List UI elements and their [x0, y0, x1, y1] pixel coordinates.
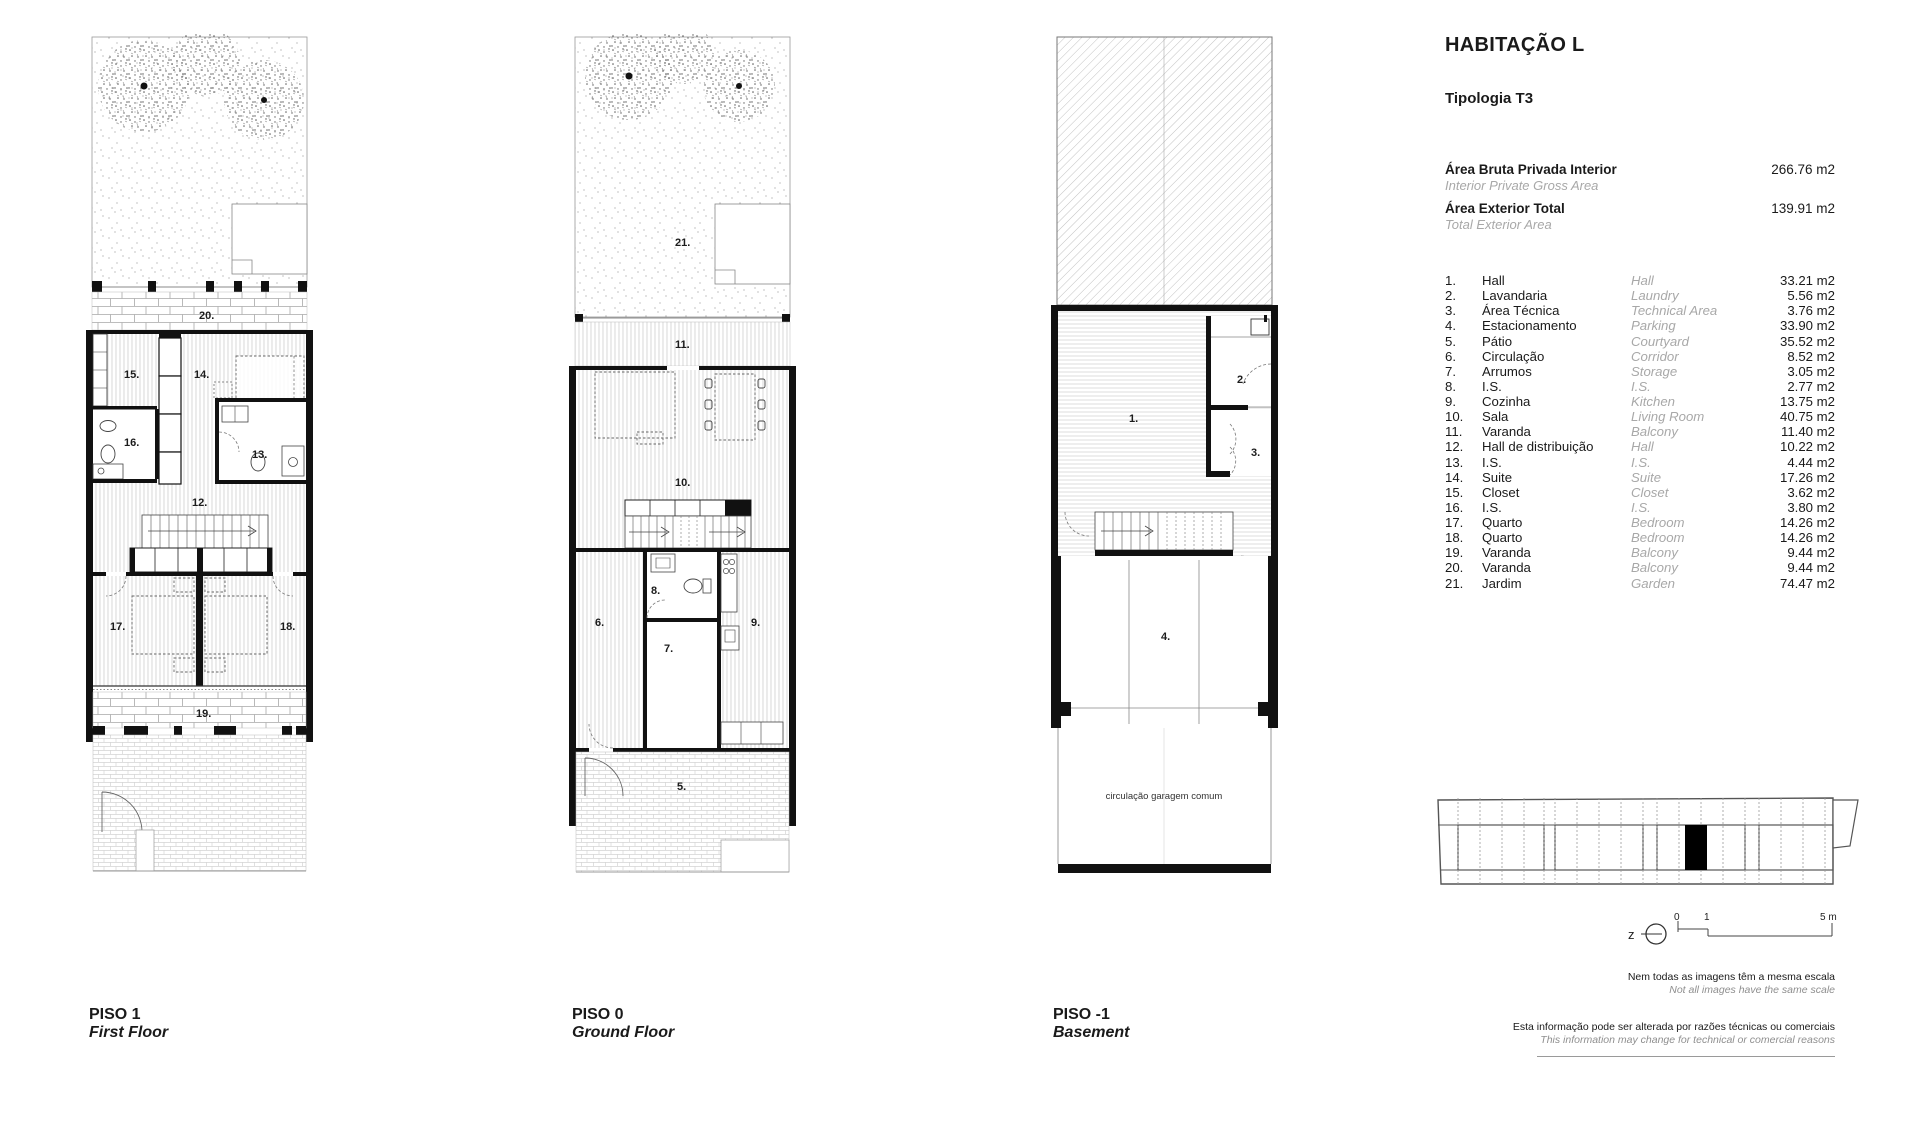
- caption-first-floor: [89, 1006, 168, 1042]
- courtyard-5: [576, 752, 789, 872]
- room-list-row: [1445, 560, 1835, 575]
- room-list-row: [1445, 273, 1835, 288]
- room-number: 17.: [1445, 515, 1464, 530]
- room-label-18: 18.: [280, 621, 296, 633]
- room-area: 3.05 m2: [1787, 363, 1835, 379]
- room-number: 18.: [1445, 530, 1464, 546]
- floor-label-pt: PISO 0: [572, 1006, 624, 1023]
- room-number: 6.: [1445, 348, 1456, 364]
- footer-rule: [1537, 1056, 1835, 1057]
- room-list-row: [1445, 500, 1835, 515]
- room-name-en: Balcony: [1631, 560, 1678, 576]
- room-name-pt: I.S.: [1482, 499, 1502, 515]
- room-area: 3.80 m2: [1787, 499, 1835, 515]
- basement-plan: [1051, 34, 1278, 876]
- room-area: 3.76 m2: [1787, 303, 1835, 319]
- room-name-en: Laundry: [1631, 288, 1679, 304]
- room-list-row: [1445, 303, 1835, 318]
- room-name-en: Storage: [1631, 363, 1678, 379]
- room-number: 4.: [1445, 318, 1456, 334]
- room-label-1: 1.: [1129, 413, 1139, 425]
- terrace: [93, 735, 306, 871]
- room-number: 20.: [1445, 560, 1464, 576]
- tree-icon: [261, 97, 267, 103]
- room-list-row: [1445, 409, 1835, 424]
- room-number: 9.: [1445, 394, 1456, 409]
- storage-7: [643, 622, 721, 748]
- room-number: 2.: [1445, 288, 1456, 304]
- room-name-en: Living Room: [1631, 409, 1705, 425]
- tree-icon: [736, 83, 742, 89]
- room-name-en: Bedroom: [1631, 530, 1685, 546]
- highlighted-unit: [1685, 825, 1707, 870]
- scale-bar: [1672, 908, 1847, 943]
- room-name-en: I.S.: [1631, 378, 1651, 394]
- first-floor-plan: [86, 34, 313, 876]
- room-name-en: Kitchen: [1631, 394, 1675, 409]
- tree-icon: [141, 83, 148, 90]
- room-list-row: [1445, 545, 1835, 560]
- room-area: 35.52 m2: [1780, 333, 1835, 349]
- room-number: 8.: [1445, 378, 1456, 394]
- room-name-pt: Pátio: [1482, 333, 1513, 349]
- room-area: 5.56 m2: [1787, 288, 1835, 304]
- exterior-area-label-pt: Área Exterior Total: [1445, 201, 1565, 216]
- caption-basement: [1053, 1006, 1129, 1042]
- room-label-19: 19.: [196, 708, 212, 720]
- garage-note: circulação garagem comum: [1105, 791, 1223, 802]
- room-number: 10.: [1445, 409, 1464, 425]
- stairs: [142, 515, 268, 548]
- room-list-row: [1445, 318, 1835, 333]
- room-name-en: Courtyard: [1631, 333, 1689, 349]
- room-area: 74.47 m2: [1780, 575, 1835, 591]
- garden-area: [92, 34, 307, 287]
- room-label-3: 3.: [1251, 447, 1261, 459]
- room-list-row: [1445, 455, 1835, 470]
- room-list-row: [1445, 485, 1835, 500]
- room-label-10: 10.: [675, 477, 691, 489]
- room-name-en: Parking: [1631, 318, 1676, 334]
- scale-note-en: Not all images have the same scale: [1669, 984, 1835, 996]
- room-area: 8.52 m2: [1787, 348, 1835, 364]
- site-plan-strip: [1433, 788, 1861, 888]
- room-list-row: [1445, 530, 1835, 545]
- room-name-pt: Hall: [1482, 273, 1505, 288]
- room-name-en: Hall: [1631, 439, 1654, 455]
- tree-icon: [626, 73, 633, 80]
- room-area: 17.26 m2: [1780, 469, 1835, 485]
- room-name-en: Hall: [1631, 273, 1654, 288]
- room-number: 19.: [1445, 545, 1464, 561]
- room-name-pt: I.S.: [1482, 454, 1502, 470]
- exterior-area-value: 139.91 m2: [1771, 201, 1835, 216]
- room-list-row: [1445, 439, 1835, 454]
- room-label-21: 21.: [675, 237, 691, 249]
- room-name-pt: Varanda: [1482, 560, 1531, 576]
- technical-area-3: [1206, 410, 1271, 477]
- room-list-row: [1445, 349, 1835, 364]
- floor-label-en: Basement: [1053, 1024, 1130, 1041]
- room-name-pt: Jardim: [1482, 575, 1522, 591]
- room-name-en: Bedroom: [1631, 515, 1685, 530]
- room-area: 2.77 m2: [1787, 378, 1835, 394]
- room-name-en: I.S.: [1631, 499, 1651, 515]
- room-name-pt: Área Técnica: [1482, 303, 1560, 319]
- room-list: [1445, 273, 1835, 591]
- room-number: 14.: [1445, 469, 1464, 485]
- room-label-7: 7.: [664, 643, 674, 655]
- room-label-6: 6.: [595, 617, 605, 629]
- room-area: 3.62 m2: [1787, 484, 1835, 500]
- room-list-row: [1445, 576, 1835, 591]
- room-area: 33.21 m2: [1780, 273, 1835, 288]
- room-number: 11.: [1445, 424, 1463, 440]
- floor-label-pt: PISO -1: [1053, 1006, 1110, 1023]
- room-number: 1.: [1445, 273, 1456, 288]
- room-label-8: 8.: [651, 585, 661, 597]
- room-list-row: [1445, 379, 1835, 394]
- room-list-row: [1445, 288, 1835, 303]
- room-list-row: [1445, 364, 1835, 379]
- room-label-14: 14.: [194, 369, 210, 381]
- room-label-11: 11.: [675, 339, 690, 351]
- room-list-row: [1445, 515, 1835, 530]
- garden-area: [575, 34, 790, 317]
- room-name-pt: Estacionamento: [1482, 318, 1577, 334]
- room-name-en: Corridor: [1631, 348, 1679, 364]
- gross-area-value: 266.76 m2: [1771, 162, 1835, 177]
- wardrobe-row: [130, 548, 272, 572]
- kitchen-9: [721, 552, 789, 748]
- room-name-pt: Quarto: [1482, 515, 1523, 530]
- room-name-en: Balcony: [1631, 424, 1678, 440]
- floor-label-pt: PISO 1: [89, 1006, 141, 1023]
- room-name-en: I.S.: [1631, 454, 1651, 470]
- scale-one: 1: [1704, 912, 1710, 923]
- room-area: 4.44 m2: [1787, 454, 1835, 470]
- room-label-9: 9.: [751, 617, 761, 629]
- room-name-pt: Circulação: [1482, 348, 1545, 364]
- room-list-row: [1445, 334, 1835, 349]
- room-number: 7.: [1445, 363, 1456, 379]
- floor-label-en: First Floor: [89, 1024, 169, 1041]
- room-label-20: 20.: [199, 310, 215, 322]
- room-label-5: 5.: [677, 781, 687, 793]
- room-name-pt: Hall de distribuição: [1482, 439, 1594, 455]
- room-name-pt: Lavandaria: [1482, 288, 1548, 304]
- room-area: 9.44 m2: [1787, 545, 1835, 561]
- stairs: [625, 500, 751, 548]
- room-name-en: Technical Area: [1631, 303, 1718, 319]
- scale-note-pt: Nem todas as imagens têm a mesma escala: [1627, 971, 1835, 983]
- room-area: 14.26 m2: [1780, 515, 1835, 530]
- room-list-row: [1445, 424, 1835, 439]
- room-name-pt: Quarto: [1482, 530, 1523, 546]
- room-name-en: Balcony: [1631, 545, 1678, 561]
- room-name-pt: Closet: [1482, 484, 1520, 500]
- room-area: 11.40 m2: [1780, 424, 1835, 440]
- room-name-pt: Cozinha: [1482, 394, 1531, 409]
- room-area: 40.75 m2: [1780, 409, 1835, 425]
- room-number: 15.: [1445, 484, 1464, 500]
- floor-label-en: Ground Floor: [572, 1024, 675, 1041]
- room-name-pt: Sala: [1482, 409, 1509, 425]
- room-name-pt: Arrumos: [1482, 363, 1532, 379]
- room-name-en: Closet: [1631, 484, 1669, 500]
- room-area: 14.26 m2: [1780, 530, 1835, 546]
- room-number: 3.: [1445, 303, 1456, 319]
- typology-subtitle: Tipologia T3: [1445, 90, 1534, 107]
- room-number: 12.: [1445, 439, 1464, 455]
- room-number: 5.: [1445, 333, 1456, 349]
- room-number: 16.: [1445, 499, 1464, 515]
- room-number: 21.: [1445, 575, 1464, 591]
- room-name-en: Garden: [1631, 575, 1675, 591]
- neighbor-hatch-area: [1057, 37, 1272, 305]
- disclaimer-pt: Esta informação pode ser alterada por razões técnicas ou comerciais: [1512, 1021, 1835, 1033]
- room-name-en: Suite: [1631, 469, 1662, 485]
- laundry-2: [1206, 315, 1271, 410]
- room-label-15: 15.: [124, 369, 140, 381]
- room-number: 13.: [1445, 454, 1464, 470]
- exterior-area-label-en: Total Exterior Area: [1445, 217, 1552, 232]
- room-label-2: 2.: [1237, 374, 1247, 386]
- room-label-12: 12.: [192, 497, 208, 509]
- room-label-16: 16.: [124, 437, 140, 449]
- gross-area-label-en: Interior Private Gross Area: [1445, 178, 1599, 193]
- room-name-pt: Varanda: [1482, 424, 1531, 440]
- scale-five: 5 m: [1820, 912, 1837, 923]
- corridor-6: [576, 552, 643, 748]
- room-name-pt: Varanda: [1482, 545, 1531, 561]
- scale-zero: 0: [1674, 912, 1680, 923]
- room-area: 10.22 m2: [1780, 439, 1835, 455]
- room-area: 9.44 m2: [1787, 560, 1835, 576]
- room-label-4: 4.: [1161, 631, 1171, 643]
- caption-ground-floor: [572, 1006, 674, 1042]
- page-title: HABITAÇÃO L: [1445, 34, 1585, 56]
- room-name-pt: I.S.: [1482, 378, 1502, 394]
- room-label-13: 13.: [252, 449, 268, 461]
- room-name-pt: Suite: [1482, 469, 1513, 485]
- room-list-row: [1445, 470, 1835, 485]
- room-area: 33.90 m2: [1780, 318, 1835, 334]
- bathroom-13: [215, 398, 306, 484]
- room-list-row: [1445, 394, 1835, 409]
- wardrobe: [159, 330, 181, 484]
- room-area: 13.75 m2: [1780, 394, 1835, 409]
- ground-floor-plan: [569, 34, 796, 876]
- gross-area-label-pt: Área Bruta Privada Interior: [1445, 162, 1617, 177]
- disclaimer-en: This information may change for technical or comercial reasons: [1540, 1034, 1835, 1046]
- compass-letter: z: [1628, 927, 1635, 942]
- room-label-17: 17.: [110, 621, 126, 633]
